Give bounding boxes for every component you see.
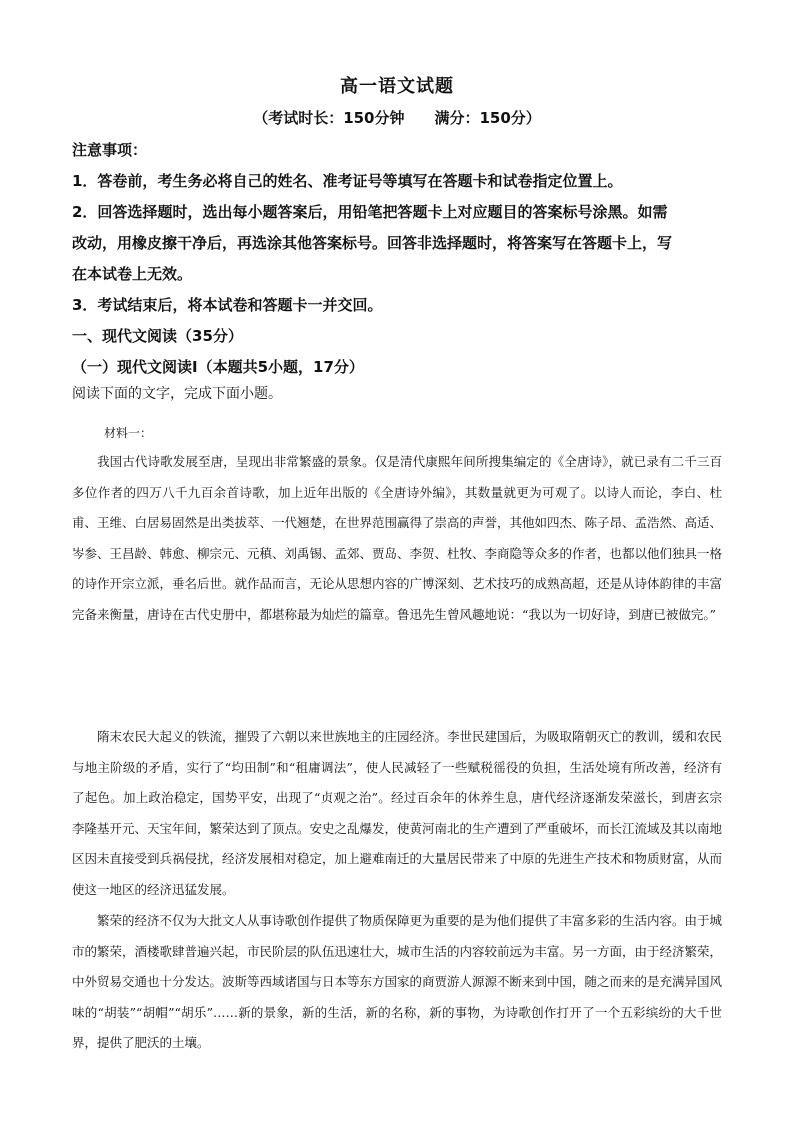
exam-subtitle: （考试时长：150分钟 满分：150分）: [253, 109, 541, 127]
passage-paragraph-1: 我国古代诗歌发展至唐，呈现出非常繁盛的景象。仅是清代康熙年间所搜集编定的《全唐诗》，就已录有二千三百多位作者的四万八千九百余首诗歌，加上近年出版的《全唐诗外编》，其数量就更为可观了。以诗人而论，李白、杜甫、王维、白居易固然是出类拔萃、一代翘楚，在世界范围赢得了崇高的声誉，其他如四杰、陈子昂、孟浩然、高适、岑参、王昌龄、韩愈、柳宗元、元稹、刘禹锡、孟郊、贾岛、李贺、杜牧、李商隐等众多的作者，也都以他们独具一格的诗作开宗立派，垂名后世。就作品而言，无论从思想内容的广博深刻、艺术技巧的成熟高超，还是从诗体韵律的丰富完备来衡量，唐诗在古代史册中，都堪称最为灿烂的篇章。鲁迅先生曾风趣地说：“我以为一切好诗，到唐已被做完。”: [72, 454, 723, 622]
notes-heading: 注意事项：: [72, 141, 148, 159]
note-item: 改动，用橡皮擦干净后，再选涂其他答案标号。回答非选择题时，将答案写在答题卡上，写: [72, 234, 673, 252]
reading-instruction: 阅读下面的文字，完成下面小题。: [72, 386, 282, 402]
material-label: 材料一：: [104, 426, 153, 440]
exam-title: 高一语文试题: [340, 76, 454, 97]
note-item: 1．答卷前，考生务必将自己的姓名、准考证号等填写在答题卡和试卷指定位置上。: [72, 172, 623, 190]
section-heading: 一、现代文阅读（35分）: [72, 327, 243, 345]
note-item: 2．回答选择题时，选出每小题答案后，用铅笔把答题卡上对应题目的答案标号涂黑。如需: [72, 203, 668, 221]
section-subheading: （一）现代文阅读Ⅰ（本题共5小题，17分）: [72, 358, 364, 376]
passage-paragraph-2: 隋末农民大起义的铁流，摧毁了六朝以来世族地主的庄园经济。李世民建国后，为吸取隋朝灭亡的教训，缓和农民与地主阶级的矛盾，实行了“均田制”和“租庸调法”，使人民减轻了一些赋税徭役的负担，生活处境有所改善，经济有了起色。加上政治稳定，国势平安，出现了“贞观之治”。经过百余年的休养生息，唐代经济逐渐发荣滋长，到唐玄宗李隆基开元、天宝年间，繁荣达到了顶点。安史之乱爆发，使黄河南北的生产遭到了严重破坏，而长江流域及其以南地区因未直接受到兵祸侵扰，经济发展相对稳定，加上避难南迁的大量居民带来了中原的先进生产技术和物质财富，从而使这一地区的经济迅猛发展。: [72, 729, 723, 897]
passage-paragraph-3: 繁荣的经济不仅为大批文人从事诗歌创作提供了物质保障更为重要的是为他们提供了丰富多彩的生活内容。由于城市的繁荣，酒楼歌肆普遍兴起，市民阶层的队伍迅速壮大，城市生活的内容较前远为丰富。另一方面，由于经济繁荣，中外贸易交通也十分发达。波斯等西域诸国与日本等东方国家的商贾游人源源不断来到中国，随之而来的是充满异国风味的“胡装”“胡帽”“胡乐”……新的景象，新的生活，新的名称，新的事物，为诗歌创作打开了一个五彩缤纷的大千世界，提供了肥沃的土壤。: [72, 913, 723, 1051]
note-item: 3．考试结束后，将本试卷和答题卡一并交回。: [72, 296, 383, 314]
note-item: 在本试卷上无效。: [72, 265, 193, 283]
